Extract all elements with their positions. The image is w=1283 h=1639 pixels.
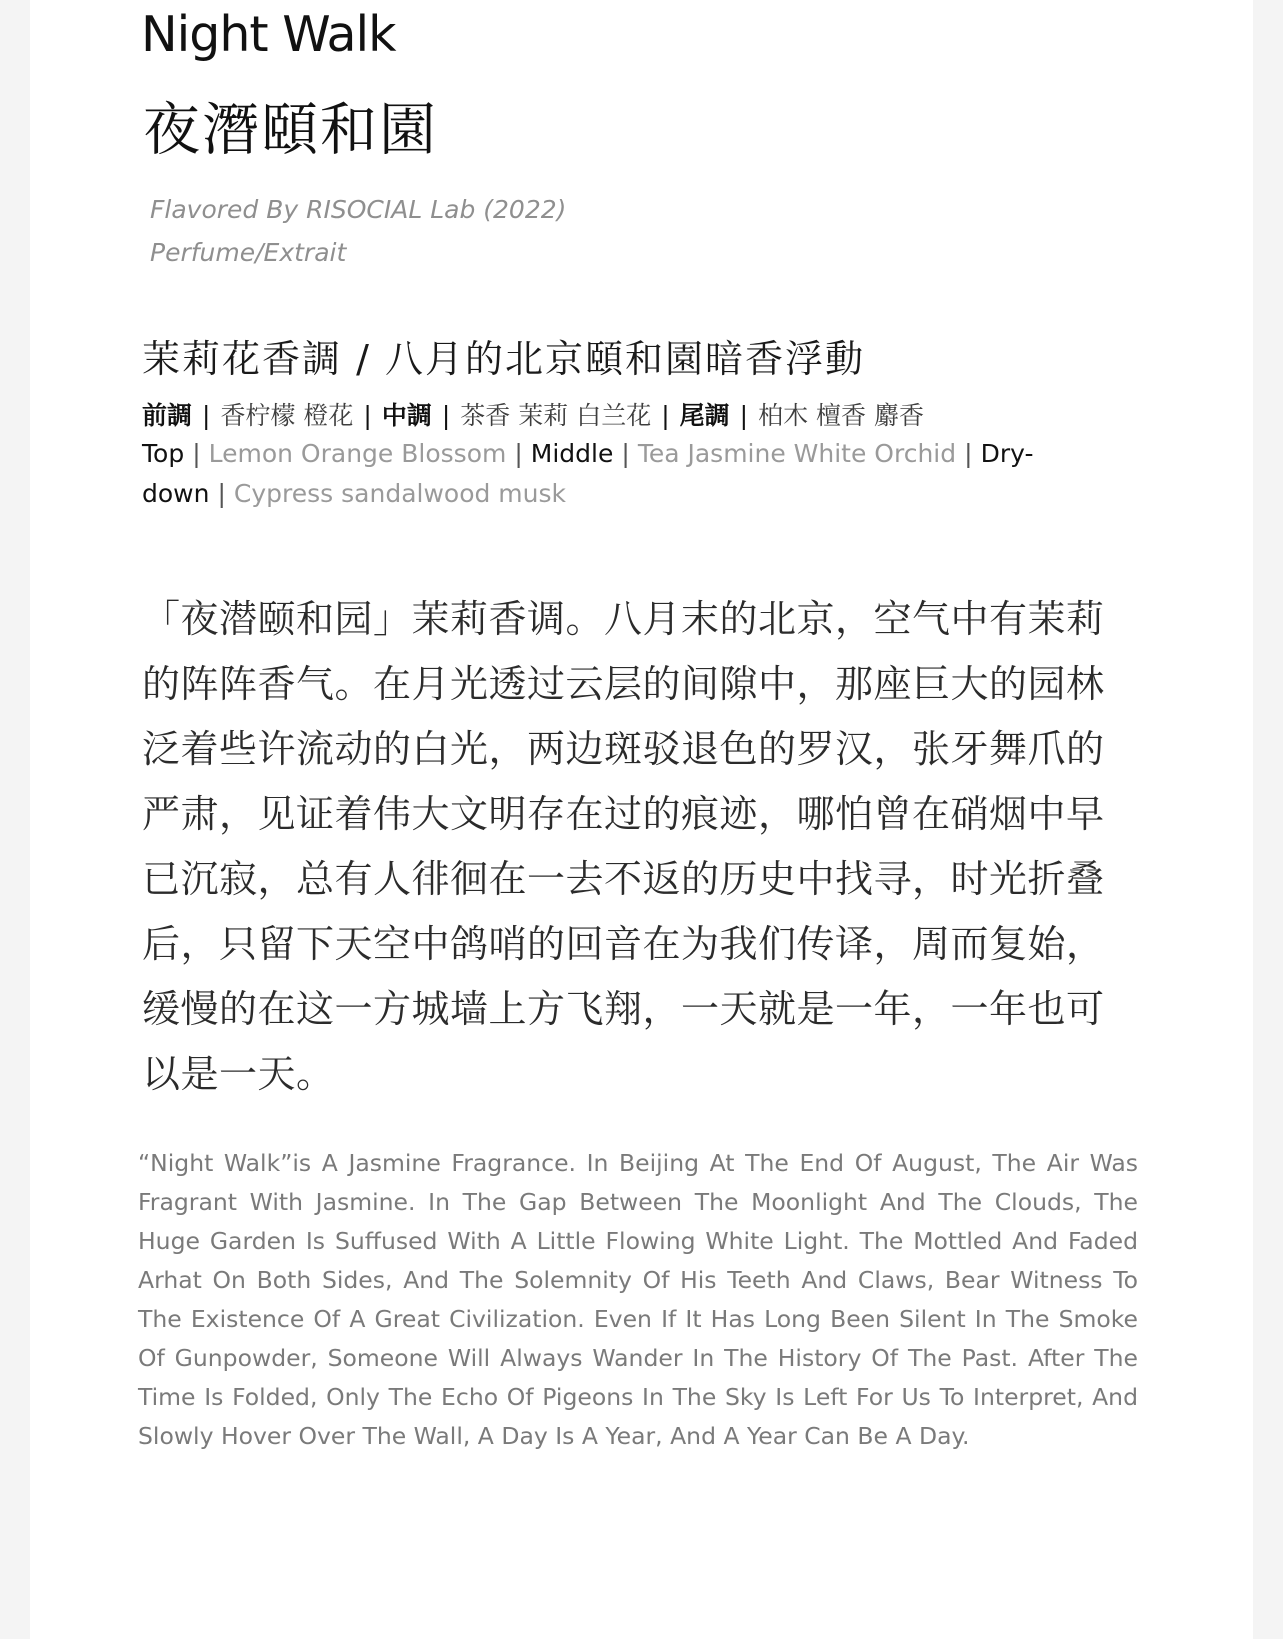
note-label-middle-en: Middle bbox=[530, 439, 614, 468]
note-value-middle-cn: 茶香 茉莉 白兰花 bbox=[460, 401, 652, 430]
product-title-en: Night Walk bbox=[141, 6, 396, 63]
description-en: “Night Walk”is A Jasmine Fragrance. In Beijing At The End Of August, The Air Was Fragrant With Jasmine. In The Gap Between The Moonlight And The Clouds, The Huge Garden Is Suffused With A Little Flowing White Light. The Mottled And Faded Arhat On Both Sides, And The Solemnity Of His Teeth And Claws, Bear Witness To The Existence Of A Great Civilization. Even If It Has Long Been Silent In The Smoke Of Gunpowder, Someone Will Always Wander In The History Of The Past. After The Time Is Folded, Only The Echo Of Pigeons In The Sky Is Left For Us To Interpret, And Slowly Hover Over The Wall, A Day Is A Year, And A Year Can Be A Day. bbox=[138, 1149, 1138, 1450]
description-cn: 「夜潜颐和园」茉莉香调。八月末的北京，空气中有茉莉的阵阵香气。在月光透过云层的间隙中，那座巨大的园林泛着些许流动的白光，两边斑驳退色的罗汉，张牙舞爪的严肃，见证着伟大文明存在过的痕迹，哪怕曾在硝烟中早已沉寂，总有人徘徊在一去不返的历史中找寻，时光折叠后，只留下天空中鸽哨的回音在为我们传译，周而复始，缓慢的在这一方城墙上方飞翔，一天就是一年，一年也可以是一天。 bbox=[142, 597, 1105, 1096]
credit-line: Flavored By RISOCIAL Lab (2022) bbox=[150, 195, 567, 224]
note-label-base-en: Dry-down bbox=[142, 439, 1034, 508]
page-sheet bbox=[30, 0, 1253, 1639]
category-line: Perfume/Extrait bbox=[150, 238, 347, 267]
separator: | bbox=[202, 401, 211, 430]
notes-en-line bbox=[142, 434, 1152, 514]
separator: | bbox=[363, 401, 372, 430]
note-label-base-cn: 尾調 bbox=[679, 401, 730, 430]
note-label-middle-cn: 中調 bbox=[381, 401, 432, 430]
note-label-top-en: Top bbox=[142, 439, 185, 468]
note-value-middle-en: Tea Jasmine White Orchid bbox=[637, 439, 957, 468]
note-value-top-en: Lemon Orange Blossom bbox=[208, 439, 507, 468]
separator: | bbox=[514, 439, 523, 468]
note-value-base-en: Cypress sandalwood musk bbox=[233, 479, 567, 508]
separator: | bbox=[964, 439, 973, 468]
separator: | bbox=[621, 439, 630, 468]
note-value-top-cn: 香柠檬 橙花 bbox=[220, 401, 354, 430]
note-value-base-cn: 柏木 檀香 麝香 bbox=[758, 401, 924, 430]
note-label-top-cn: 前調 bbox=[142, 401, 193, 430]
separator: | bbox=[739, 401, 749, 430]
separator: | bbox=[217, 479, 226, 508]
separator: | bbox=[441, 401, 451, 430]
notes-cn-line bbox=[142, 396, 924, 432]
accord-heading: 茉莉花香調 / 八月的北京頤和園暗香浮動 bbox=[142, 337, 865, 381]
product-title-cn: 夜潛頤和園 bbox=[143, 97, 438, 163]
separator: | bbox=[192, 439, 201, 468]
separator: | bbox=[661, 401, 670, 430]
